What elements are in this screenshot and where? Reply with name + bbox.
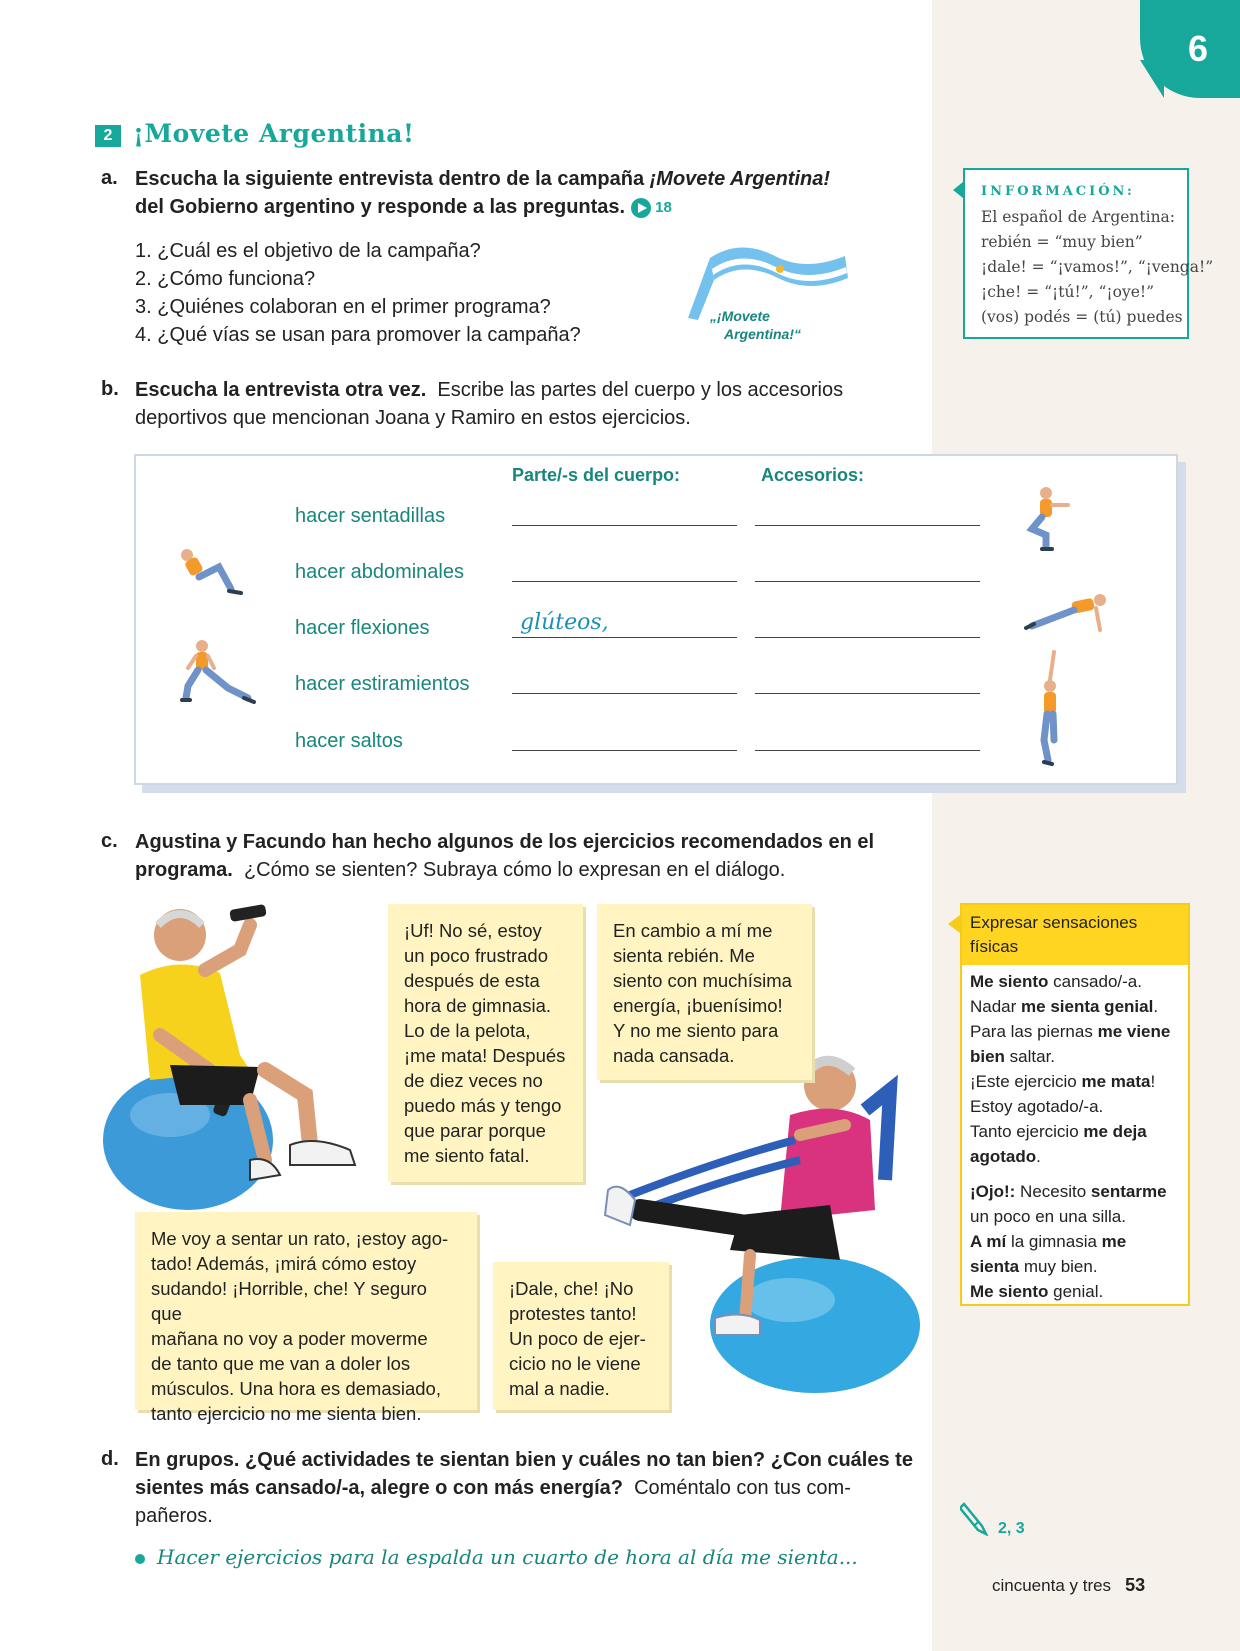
- bubble-line: tado! Además, ¡mirá cómo estoy: [151, 1253, 417, 1274]
- question-item: 1. ¿Cuál es el objetivo de la campaña?: [135, 240, 481, 262]
- answer-line[interactable]: [755, 693, 980, 694]
- bubble-line: Un poco de ejer-: [509, 1328, 646, 1349]
- bubble-line: mal a nadie.: [509, 1378, 610, 1399]
- column-body-parts: Parte/-s del cuerpo:: [512, 465, 681, 485]
- audio-track[interactable]: [631, 194, 672, 222]
- example-sentence: [135, 1545, 858, 1569]
- answer-line[interactable]: [755, 750, 980, 751]
- speech-bubble-facundo-2: [135, 1212, 477, 1424]
- part-a-letter: a.: [101, 167, 118, 189]
- bubble-line: mañana no voy a poder moverme: [151, 1328, 428, 1349]
- column-accessories: Accesorios:: [761, 465, 865, 485]
- bubble-line: ¡me mata! Después: [404, 1045, 566, 1066]
- part-d-bold1: En grupos. ¿Qué actividades te sientan bien y cuáles no tan bien? ¿Con cuáles te: [135, 1449, 913, 1471]
- row-label: hacer estiramientos: [295, 673, 470, 695]
- row-label: hacer sentadillas: [295, 505, 446, 527]
- flag-caption-2: Argentina!“: [724, 326, 801, 342]
- jumping-figure-icon: [1030, 650, 1070, 770]
- info-line: ¡che! = “¡tú!”, “¡oye!”: [981, 283, 1155, 301]
- chapter-tab: 6: [1140, 0, 1240, 98]
- part-d-instruction-line1: [135, 1446, 913, 1474]
- expressions-box: [960, 903, 1190, 1306]
- bubble-line: protestes tanto!: [509, 1303, 637, 1324]
- info-line: El español de Argentina:: [981, 208, 1176, 226]
- part-c-instruction-line2: [135, 856, 785, 884]
- part-b-instruction-line1: [135, 376, 843, 404]
- bubble-line: ¡Dale, che! ¡No: [509, 1278, 634, 1299]
- bubble-line: músculos. Una hora es demasiado,: [151, 1378, 441, 1399]
- bubble-line: de diez veces no: [404, 1070, 543, 1091]
- expression-line: Me siento cansado/-a.: [970, 972, 1142, 991]
- bubble-line: después de esta: [404, 970, 540, 991]
- flag-caption-1: „¡Movete: [710, 308, 770, 324]
- bubble-line: nada cansada.: [613, 1045, 735, 1066]
- part-d-letter: d.: [101, 1448, 119, 1470]
- bubble-line: Y no me siento para: [613, 1020, 779, 1041]
- speech-bubble-facundo-1: [388, 904, 583, 1182]
- pencil-icon: [960, 1500, 990, 1536]
- expression-line: Tanto ejercicio me deja: [970, 1122, 1147, 1141]
- part-a-bold1: Escucha la siguiente entrevista dentro de la campaña: [135, 168, 650, 190]
- bubble-line: En cambio a mí me: [613, 920, 773, 941]
- expression-line: Estoy agotado/-a.: [970, 1097, 1104, 1116]
- play-icon: [631, 198, 651, 218]
- part-c-instruction-line1: [135, 828, 874, 856]
- page-number-text: cincuenta y tres: [992, 1576, 1112, 1595]
- part-c-bold2: programa.: [135, 859, 233, 881]
- example-text: Hacer ejercicios para la espalda un cuarto de hora al día me sienta...: [157, 1545, 858, 1569]
- expression-line: Nadar me sienta genial.: [970, 997, 1159, 1016]
- page-footer: [992, 1575, 1145, 1596]
- part-d-text2: Coméntalo con tus com-: [634, 1477, 851, 1499]
- exercise-reference[interactable]: 2, 3: [998, 1520, 1025, 1537]
- part-c-letter: c.: [101, 830, 118, 852]
- bubble-line: Me voy a sentar un rato, ¡estoy ago-: [151, 1228, 449, 1249]
- info-heading: INFORMACIÓN:: [981, 184, 1135, 199]
- row-label: hacer flexiones: [295, 617, 430, 639]
- info-line: ¡dale! = “¡vamos!”, “¡venga!”: [981, 258, 1214, 276]
- bubble-line: energía, ¡buenísimo!: [613, 995, 783, 1016]
- expression-line: A mí la gimnasia me: [970, 1232, 1127, 1251]
- bubble-line: un poco frustrado: [404, 945, 548, 966]
- bubble-line: sudando! ¡Horrible, che! Y seguro que: [151, 1278, 427, 1324]
- answer-line[interactable]: [512, 581, 737, 582]
- part-c-bold1: Agustina y Facundo han hecho algunos de los ejercicios recomendados en el: [135, 831, 875, 853]
- section-number: 2: [95, 125, 121, 147]
- bubble-line: sienta rebién. Me: [613, 945, 755, 966]
- info-line: (vos) podés = (tú) puedes: [981, 308, 1183, 326]
- question-item: 2. ¿Cómo funciona?: [135, 268, 316, 290]
- expressions-heading: [962, 905, 1188, 965]
- bubble-line: puedo más y tengo: [404, 1095, 562, 1116]
- info-box: [963, 168, 1214, 339]
- bubble-line: ¡Uf! No sé, estoy: [404, 920, 542, 941]
- answer-line[interactable]: [512, 525, 737, 526]
- bubble-line: tanto ejercicio no me sienta bien.: [151, 1403, 422, 1424]
- question-item: 4. ¿Qué vías se usan para promover la campaña?: [135, 324, 581, 346]
- bubble-line: siento con muchísima: [613, 970, 792, 991]
- bubble-line: cicio no le viene: [509, 1353, 641, 1374]
- bubble-line: Lo de la pelota,: [404, 1020, 531, 1041]
- answer-line[interactable]: [755, 525, 980, 526]
- answer-line[interactable]: [755, 637, 980, 638]
- part-a-instruction-line2: [135, 193, 672, 222]
- speech-bubble-agustina-1: [597, 904, 812, 1080]
- answer-line[interactable]: [512, 693, 737, 694]
- answer-line[interactable]: [512, 750, 737, 751]
- part-d-instruction-line3: pañeros.: [135, 1505, 213, 1527]
- question-list: [135, 237, 581, 349]
- man-exercise-photo: [100, 895, 390, 1215]
- row-label: hacer saltos: [295, 730, 403, 752]
- expression-line: agotado.: [970, 1147, 1041, 1166]
- audio-track-number: 18: [655, 198, 672, 216]
- situp-figure-icon: [175, 545, 250, 600]
- expressions-heading-line: físicas: [970, 937, 1019, 956]
- info-line: rebién = “muy bien”: [981, 233, 1143, 251]
- part-a-campaign-name: ¡Movete Argentina!: [649, 168, 831, 190]
- expression-line: Me siento genial.: [970, 1282, 1104, 1301]
- expressions-heading-line: Expresar sensaciones: [970, 913, 1138, 932]
- bubble-line: de tanto que me van a doler los: [151, 1353, 411, 1374]
- bubble-line: me siento fatal.: [404, 1145, 530, 1166]
- part-b-text1: Escribe las partes del cuerpo y los accesorios: [437, 379, 844, 401]
- expression-line: Para las piernas me viene: [970, 1022, 1171, 1041]
- expression-line: un poco en una silla.: [970, 1207, 1126, 1226]
- part-d-instruction-line2: [135, 1474, 851, 1502]
- part-d-bold2: sientes más cansado/-a, alegre o con más energía?: [135, 1477, 623, 1499]
- squat-figure-icon: [1022, 485, 1072, 555]
- bullet-icon: [135, 1554, 145, 1564]
- expression-line: ¡Este ejercicio me mata!: [970, 1072, 1156, 1091]
- argentina-flag-logo: [680, 238, 860, 348]
- answer-line[interactable]: [755, 581, 980, 582]
- part-b-bold: Escucha la entrevista otra vez.: [135, 379, 427, 401]
- pushup-figure-icon: [1022, 590, 1112, 640]
- section-title: ¡Movete Argentina!: [133, 119, 415, 148]
- expression-line: sienta muy bien.: [970, 1257, 1098, 1276]
- part-c-text2: ¿Cómo se sienten? Subraya cómo lo expresan en el diálogo.: [243, 859, 786, 881]
- bubble-line: hora de gimnasia.: [404, 995, 552, 1016]
- expressions-list: [962, 965, 1188, 1308]
- question-item: 3. ¿Quiénes colaboran en el primer programa?: [135, 296, 551, 318]
- part-a-bold2: del Gobierno argentino y responde a las preguntas.: [135, 196, 626, 218]
- expression-line: bien saltar.: [970, 1047, 1056, 1066]
- speech-bubble-agustina-2: [493, 1262, 669, 1410]
- expression-line: ¡Ojo!: Necesito sentarme: [970, 1182, 1167, 1201]
- part-b-instruction-line2: deportivos que mencionan Joana y Ramiro en estos ejercicios.: [135, 407, 691, 429]
- bubble-line: que parar porque: [404, 1120, 546, 1141]
- row-label: hacer abdominales: [295, 561, 464, 583]
- part-a-instruction-line1: [135, 165, 830, 193]
- page-number: 53: [1125, 1575, 1146, 1595]
- stretching-figure-icon: [178, 638, 258, 713]
- handwritten-answer: glúteos,: [520, 610, 609, 635]
- part-b-letter: b.: [101, 378, 119, 400]
- answer-line[interactable]: [512, 637, 737, 638]
